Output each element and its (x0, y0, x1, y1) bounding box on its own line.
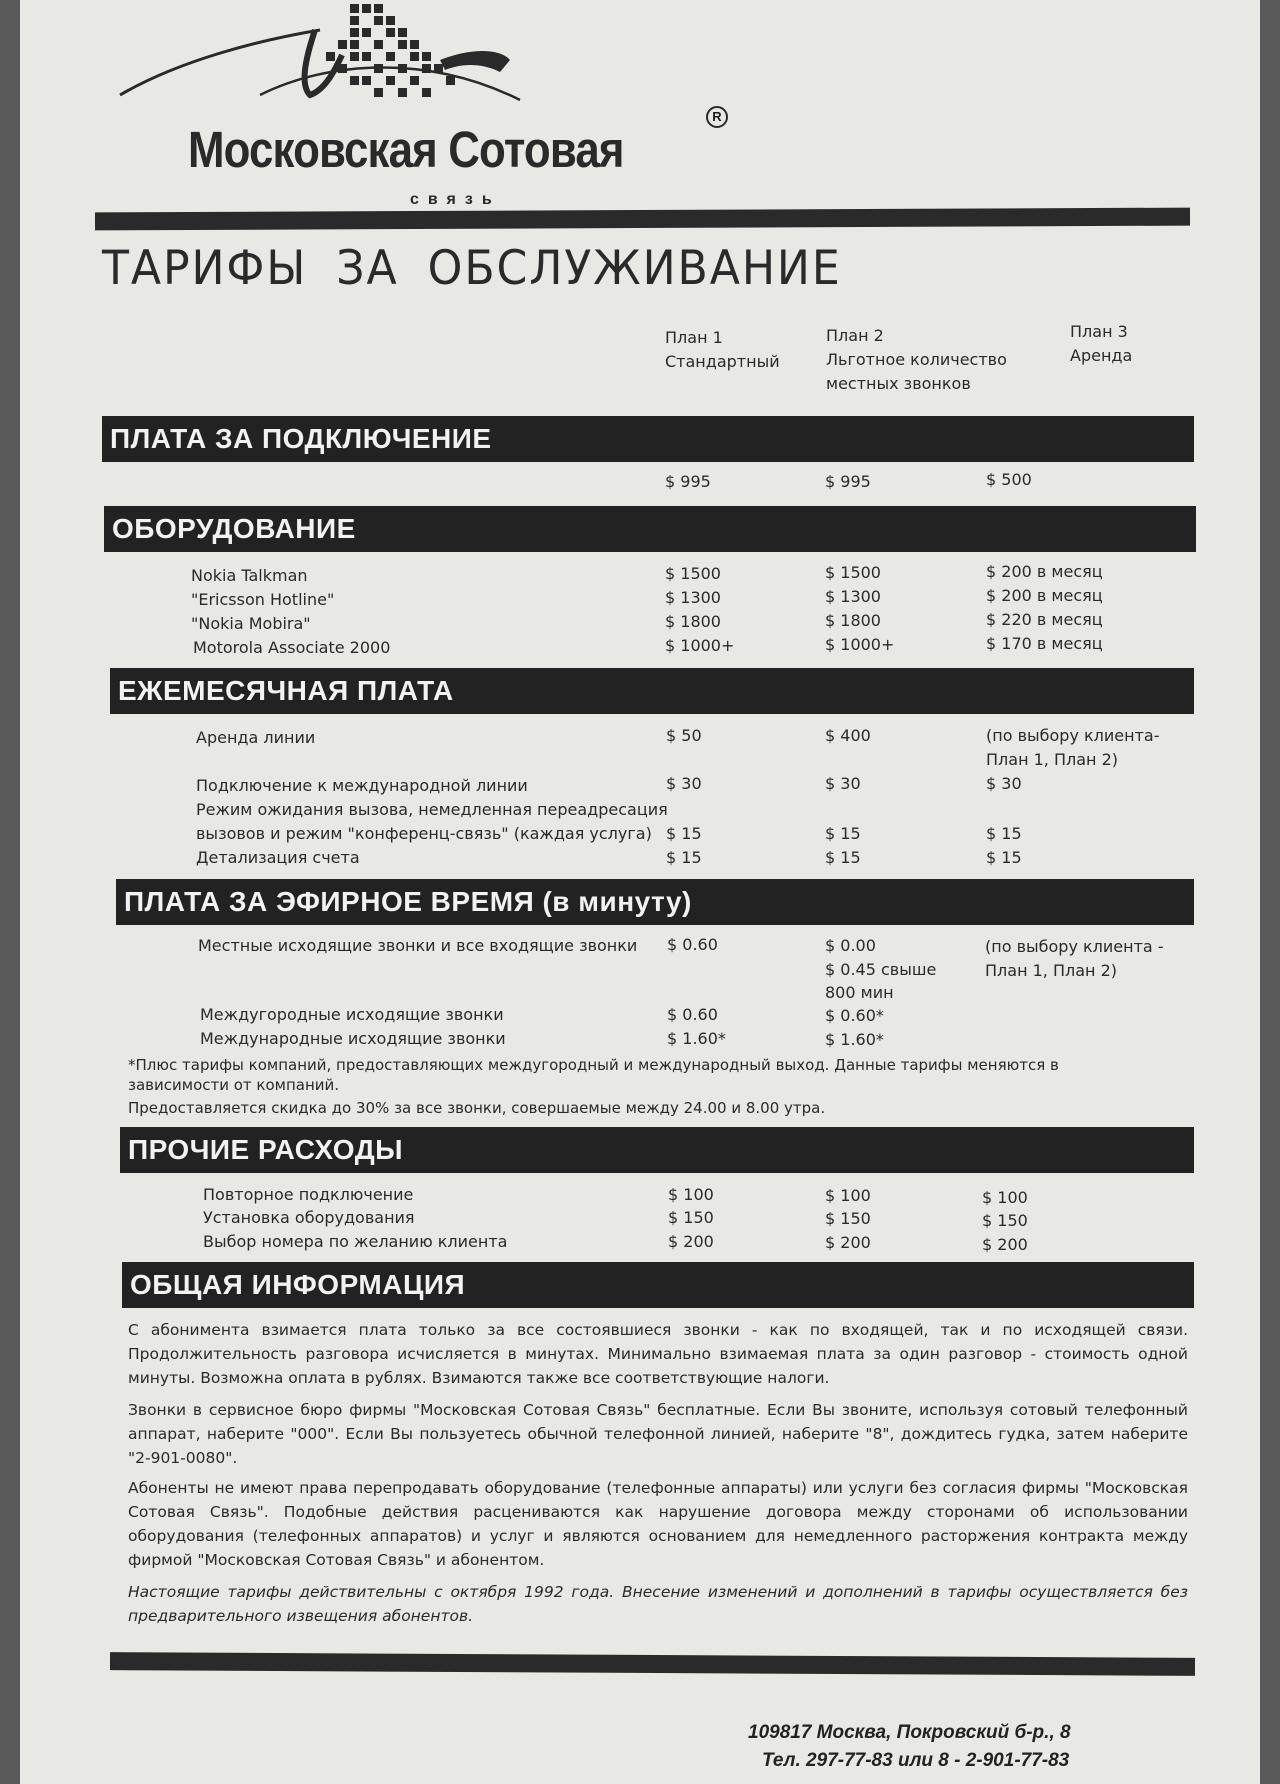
monthly-price-plan3: $ 30 (986, 774, 1022, 793)
info-paragraph: Абоненты не имеют права перепродавать оборудование (телефонные аппараты) или услуги без согласия фирмы "Московская Сотовая Связь". Подобные действия расцениваются как нарушение договора между сторонами об использовании оборудования (телефонных аппаратов) и услуг и являются основанием для немедленного расторжения контракта между фирмой "Московская Сотовая Связь" и абонентом. (128, 1479, 1188, 1569)
equipment-name: Motorola Associate 2000 (193, 638, 391, 657)
equipment-price-plan2: $ 1800 (825, 611, 881, 630)
equipment-price-plan1: $ 1500 (665, 564, 721, 583)
monthly-price-plan3: (по выбору клиента- (986, 726, 1160, 745)
monthly-price-plan2: $ 400 (825, 726, 871, 745)
plan-2-header: План 2 Льготное количество местных звонков (826, 326, 1007, 393)
equipment-price-plan3: $ 200 в месяц (986, 562, 1103, 581)
top-rule (95, 208, 1190, 231)
plan-3-header: План 3 Аренда (1070, 322, 1133, 365)
monthly-price-plan1: $ 50 (666, 726, 702, 745)
monthly-price-plan1: $ 30 (666, 774, 702, 793)
connection-price-plan3: $ 500 (986, 470, 1032, 489)
night-discount-note: Предоставляется скидка до 30% за все звонки, совершаемые между 24.00 и 8.00 утра. (128, 1099, 826, 1117)
monthly-price-plan2: $ 15 (825, 848, 861, 867)
equipment-section-header: ОБОРУДОВАНИЕ (104, 506, 1196, 552)
info-paragraph: С абонимента взимается плата только за все состоявшиеся звонки - как по входящей, так и по исходящей связи. Продолжительность разговора исчисляется в минутах. Минимально взимаемая плата за один разговор - стоимость одной минуты. Возможна оплата в рублях. Взимаются также все соответствующие налоги. (128, 1321, 1188, 1387)
equipment-price-plan3: $ 170 в месяц (986, 634, 1103, 653)
airtime-price-plan2: $ 1.60* (825, 1030, 884, 1049)
airtime-price-plan1: $ 0.60 (667, 1005, 718, 1024)
equipment-price-plan2: $ 1000+ (825, 635, 895, 654)
equipment-price-plan2: $ 1500 (825, 563, 881, 582)
info-paragraph: Звонки в сервисное бюро фирмы "Московская Сотовая Связь" бесплатные. Если Вы звоните, используя сотовый телефонный аппарат, наберите "000". Если Вы пользуетесь обычной телефонной линией, наберите "8", дождитесь гудка, затем наберите "2-901-0080". (128, 1401, 1188, 1467)
logo-subtitle: связь (410, 191, 501, 208)
monthly-item: Детализация счета (196, 848, 360, 867)
page-title: ТАРИФЫ ЗА ОБСЛУЖИВАНИЕ (102, 241, 842, 296)
equipment-price-plan1: $ 1000+ (665, 636, 735, 655)
airtime-price-plan2-cont: $ 0.45 свыше (825, 960, 937, 979)
equipment-price-plan2: $ 1300 (825, 587, 881, 606)
airtime-footnote: *Плюс тарифы компаний, предоставляющих междугородный и международный выход. Данные тарифы меняются в зависимости от компаний. (128, 1056, 1059, 1094)
other-section-header: ПРОЧИЕ РАСХОДЫ (120, 1127, 1194, 1173)
monthly-item: Режим ожидания вызова, немедленная переадресация (196, 800, 668, 819)
equipment-price-plan3: $ 220 в месяц (986, 610, 1103, 629)
monthly-price-plan2: $ 30 (825, 774, 861, 793)
airtime-price-plan2-cont: 800 мин (825, 983, 894, 1002)
monthly-price-plan3: $ 15 (986, 848, 1022, 867)
info-paragraph: Настоящие тарифы действительны с октября 1992 года. Внесение изменений и дополнений в тарифы осуществляется без предварительного извещения абонентов. (128, 1583, 1188, 1625)
equipment-price-plan1: $ 1800 (665, 612, 721, 631)
equipment-price-plan3: $ 200 в месяц (986, 586, 1103, 605)
equipment-name: "Nokia Mobira" (191, 614, 311, 633)
other-price-plan3: $ 100 (982, 1188, 1028, 1207)
tariff-sheet (20, 0, 1260, 1784)
other-price-plan2: $ 200 (825, 1233, 871, 1252)
other-item: Установка оборудования (203, 1208, 415, 1227)
registered-mark: R (706, 106, 728, 128)
airtime-price-plan3: (по выбору клиента - (985, 937, 1164, 956)
monthly-price-plan3: $ 15 (986, 824, 1022, 843)
monthly-price-plan1: $ 15 (666, 848, 702, 867)
monthly-section-header: ЕЖЕМЕСЯЧНАЯ ПЛАТА (110, 668, 1194, 714)
company-address: 109817 Москва, Покровский б-р., 8 (748, 1722, 1071, 1743)
airtime-price-plan2: $ 0.60* (825, 1006, 884, 1025)
other-price-plan1: $ 150 (668, 1208, 714, 1227)
other-price-plan2: $ 100 (825, 1186, 871, 1205)
monthly-item: Аренда линии (196, 728, 316, 747)
equipment-price-plan1: $ 1300 (665, 588, 721, 607)
connection-price-plan1: $ 995 (665, 472, 711, 491)
other-price-plan3: $ 200 (982, 1235, 1028, 1254)
equipment-name: Nokia Talkman (191, 566, 308, 585)
airtime-section-header: ПЛАТА ЗА ЭФИРНОЕ ВРЕМЯ (в минуту) (116, 879, 1194, 925)
equipment-name: "Ericsson Hotline" (191, 590, 335, 609)
company-phone: Тел. 297-77-83 или 8 - 2-901-77-83 (762, 1750, 1070, 1771)
other-item: Выбор номера по желанию клиента (203, 1232, 508, 1251)
other-price-plan2: $ 150 (825, 1209, 871, 1228)
airtime-item: Международные исходящие звонки (200, 1029, 506, 1048)
info-section-header: ОБЩАЯ ИНФОРМАЦИЯ (122, 1262, 1194, 1308)
plan-1-header: План 1 Стандартный (665, 328, 780, 371)
airtime-price-plan1: $ 1.60* (667, 1029, 726, 1048)
monthly-item: Подключение к международной линии (196, 776, 528, 795)
other-price-plan3: $ 150 (982, 1211, 1028, 1230)
company-logo (110, 0, 722, 215)
airtime-item: Междугородные исходящие звонки (200, 1005, 504, 1024)
other-price-plan1: $ 200 (668, 1232, 714, 1251)
airtime-item: Местные исходящие звонки и все входящие звонки (198, 936, 638, 955)
monthly-price-plan2: $ 15 (825, 824, 861, 843)
airtime-price-plan1: $ 0.60 (667, 935, 718, 954)
bottom-rule (110, 1652, 1195, 1676)
monthly-price-plan3-cont: План 1, План 2) (986, 750, 1118, 769)
logo-mark-icon (110, 0, 670, 215)
monthly-item-cont: вызовов и режим "конференц-связь" (каждая услуга) (196, 824, 652, 843)
airtime-price-plan2: $ 0.00 (825, 936, 876, 955)
other-price-plan1: $ 100 (668, 1185, 714, 1204)
logo-company-name: Московская Сотовая (188, 121, 624, 178)
other-item: Повторное подключение (203, 1185, 414, 1204)
connection-price-plan2: $ 995 (825, 472, 871, 491)
monthly-price-plan1: $ 15 (666, 824, 702, 843)
connection-section-header: ПЛАТА ЗА ПОДКЛЮЧЕНИЕ (102, 416, 1194, 462)
airtime-price-plan3-cont: План 1, План 2) (985, 961, 1117, 980)
